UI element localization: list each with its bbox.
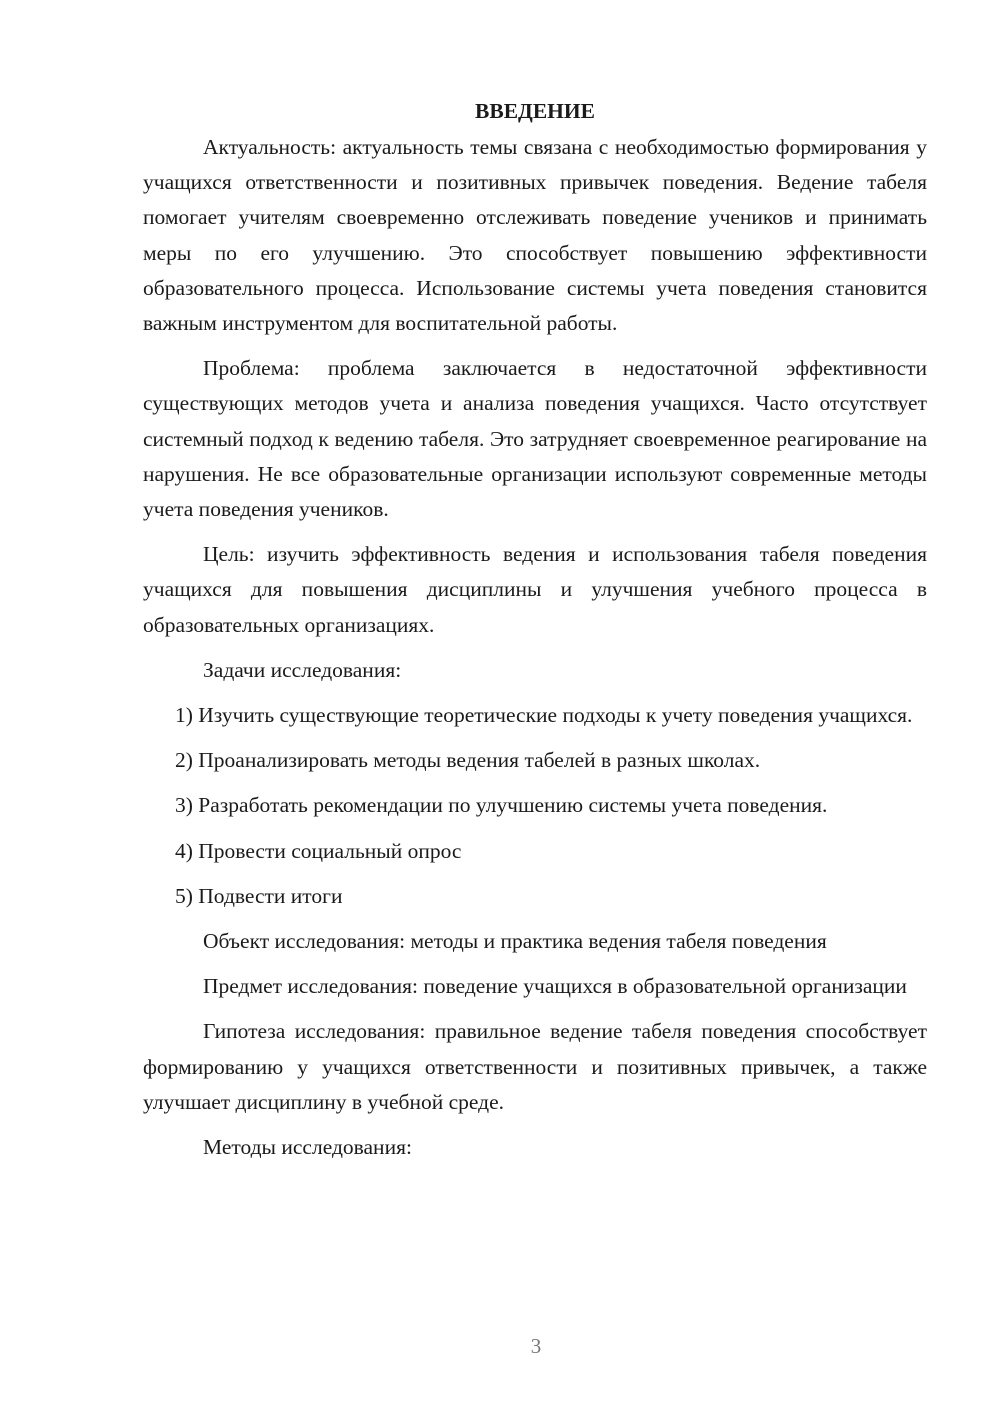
- subject-paragraph: Предмет исследования: поведение учащихся в образовательной организации: [203, 974, 907, 999]
- goal-paragraph: Цель: изучить эффективность ведения и использования табеля поведения учащихся для повышения дисциплины и улучшения учебного процесса в образовательных организациях.: [143, 542, 927, 637]
- task-item-5: 5) Подвести итоги: [175, 883, 343, 908]
- page-number: 3: [530, 1334, 542, 1358]
- page-title: ВВЕДЕНИЕ: [475, 99, 595, 123]
- task-item-1: 1) Изучить существующие теоретические подходы к учету поведения учащихся.: [175, 703, 913, 728]
- tasks-heading: Задачи исследования:: [203, 657, 402, 682]
- task-item-2: 2) Проанализировать методы ведения табелей в разных школах.: [175, 748, 761, 773]
- methods-heading: Методы исследования:: [203, 1135, 412, 1160]
- hypothesis-paragraph: Гипотеза исследования: правильное ведение табеля поведения способствует формированию у учащихся ответственности и позитивных привычек, а также улучшает дисциплину в учебной среде.: [143, 1019, 927, 1114]
- task-item-3: 3) Разработать рекомендации по улучшению системы учета поведения.: [175, 793, 828, 818]
- problem-paragraph: Проблема: проблема заключается в недостаточной эффективности существующих методов учета и анализа поведения учащихся. Часто отсутствует системный подход к ведению табеля. Это затрудняет своевременное реагирование на нарушения. Не все образовательные организации используют современные методы учета поведения учеников.: [143, 356, 927, 522]
- object-paragraph: Объект исследования: методы и практика ведения табеля поведения: [203, 929, 827, 954]
- task-item-4: 4) Провести социальный опрос: [175, 838, 462, 863]
- relevance-paragraph: Актуальность: актуальность темы связана с необходимостью формирования у учащихся ответственности и позитивных привычек поведения. Ведение табеля помогает учителям своевременно отслеживать поведение учеников и принимать меры по его улучшению. Это способствует повышению эффективности образовательного процесса. Использование системы учета поведения становится важным инструментом для воспитательной работы.: [143, 135, 927, 336]
- document-page: [143, 92, 927, 1165]
